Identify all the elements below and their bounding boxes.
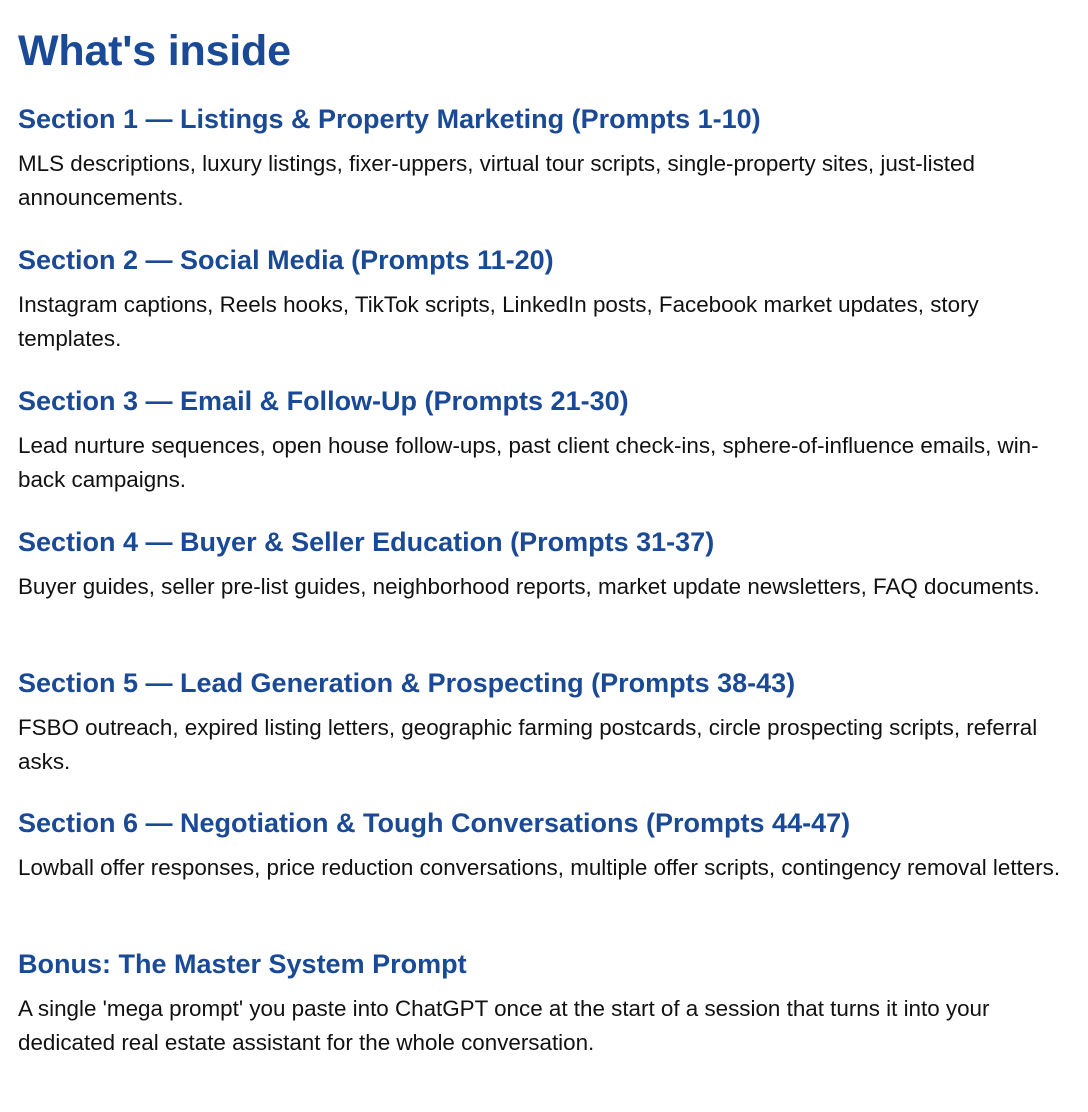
section-6-heading: Section 6 — Negotiation & Tough Conversations (Prompts 44-47)	[18, 808, 851, 838]
section-bonus-heading: Bonus: The Master System Prompt	[18, 949, 467, 979]
section-1	[18, 103, 1063, 214]
section-5-description: FSBO outreach, expired listing letters, geographic farming postcards, circle prospecting scripts, referral asks.	[18, 715, 1038, 774]
section-5	[18, 667, 1063, 778]
section-1-heading: Section 1 — Listings & Property Marketing (Prompts 1-10)	[18, 104, 761, 134]
section-6-description: Lowball offer responses, price reduction conversations, multiple offer scripts, contingency removal letters.	[18, 855, 1061, 880]
section-1-description: MLS descriptions, luxury listings, fixer-uppers, virtual tour scripts, single-property sites, just-listed announcements.	[18, 151, 975, 210]
section-3	[18, 385, 1063, 496]
section-2-description: Instagram captions, Reels hooks, TikTok scripts, LinkedIn posts, Facebook market updates, story templates.	[18, 292, 979, 351]
section-3-heading: Section 3 — Email & Follow-Up (Prompts 21-30)	[18, 386, 629, 416]
page-title: What's inside	[18, 27, 291, 75]
section-5-heading: Section 5 — Lead Generation & Prospecting (Prompts 38-43)	[18, 668, 796, 698]
section-2	[18, 244, 1063, 355]
section-4	[18, 526, 1063, 604]
section-4-heading: Section 4 — Buyer & Seller Education (Prompts 31-37)	[18, 527, 715, 557]
section-bonus-description: A single 'mega prompt' you paste into ChatGPT once at the start of a session that turns it into your dedicated real estate assistant for the whole conversation.	[18, 996, 990, 1055]
section-bonus	[18, 948, 1063, 1059]
section-2-heading: Section 2 — Social Media (Prompts 11-20)	[18, 245, 554, 275]
section-6	[18, 807, 1063, 885]
section-4-description: Buyer guides, seller pre-list guides, neighborhood reports, market update newsletters, FAQ documents.	[18, 574, 1040, 599]
section-3-description: Lead nurture sequences, open house follow-ups, past client check-ins, sphere-of-influence emails, win-back campaigns.	[18, 433, 1039, 492]
